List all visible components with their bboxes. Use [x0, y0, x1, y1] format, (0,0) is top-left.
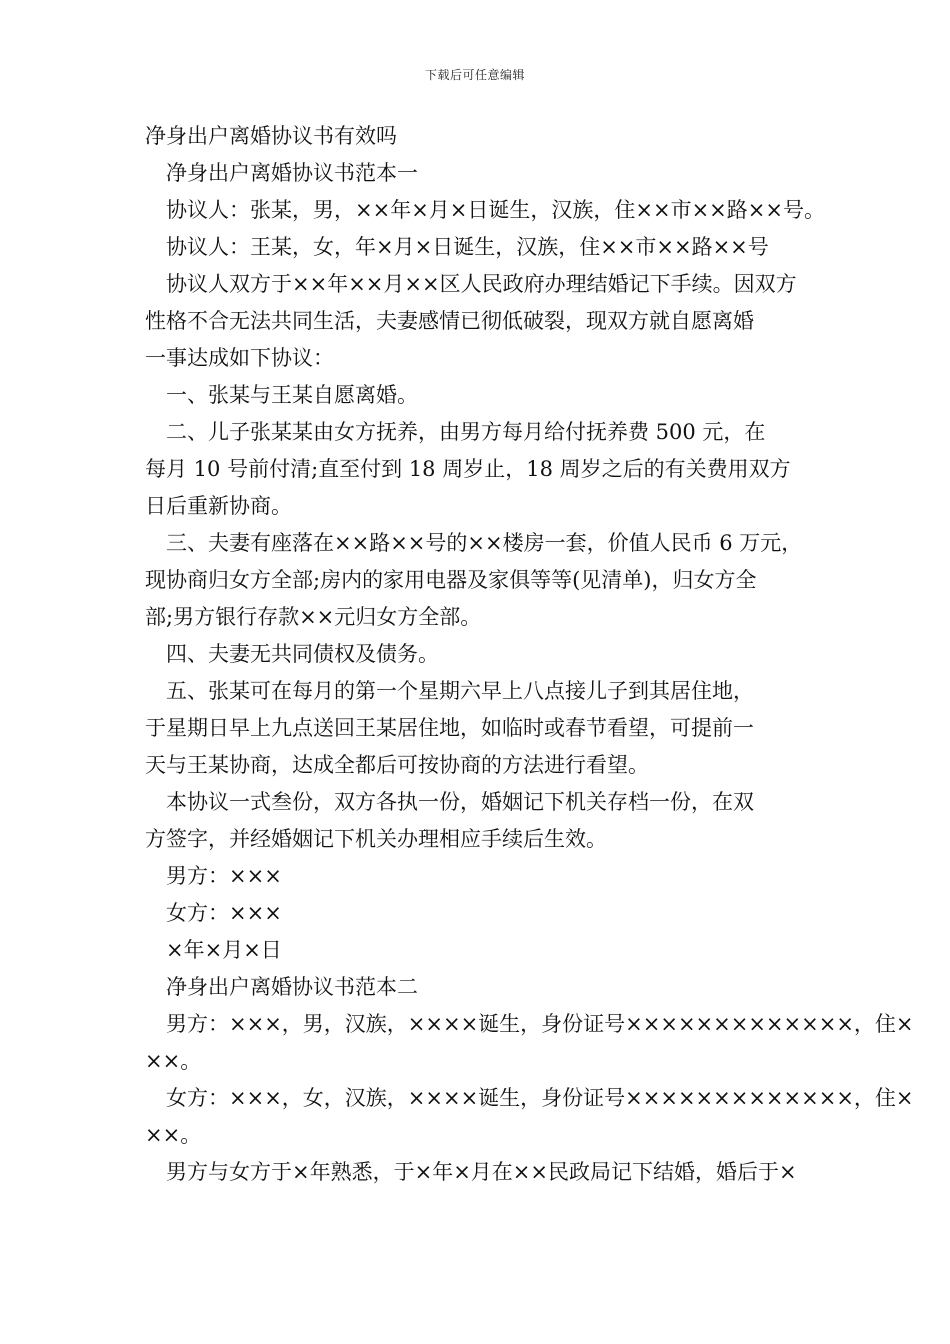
party-line-male: 男方：×××，男，汉族，××××诞生，身份证号×××××××××××××，住×	[166, 1012, 914, 1036]
paragraph-line: 协议人双方于××年××月××区人民政府办理结婚记下手续。因双方	[166, 272, 797, 296]
paragraph-line: 男方与女方于×年熟悉，于×年×月在××民政局记下结婚，婚后于×	[166, 1160, 797, 1184]
clause-line: 现协商归女方全部;房内的家用电器及家俱等等(见清单)，归女方全	[145, 568, 757, 592]
paragraph-line: 本协议一式叁份，双方各执一份，婚姻记下机关存档一份，在双	[166, 790, 754, 814]
party-line-female: 女方：×××，女，汉族，××××诞生，身份证号×××××××××××××，住×	[166, 1086, 914, 1110]
clause-line: 于星期日早上九点送回王某居住地，如临时或春节看望，可提前一	[145, 716, 754, 740]
paragraph-line: 一事达成如下协议：	[145, 346, 334, 370]
party-line-male-cont: ××。	[145, 1049, 202, 1073]
signature-line-male: 男方：×××	[166, 864, 282, 888]
party-line-female-cont: ××。	[145, 1123, 202, 1147]
clause-line: 每月 10 号前付清;直至付到 18 周岁止，18 周岁之后的有关费用双方	[145, 457, 791, 481]
clause-line: 日后重新协商。	[145, 494, 292, 518]
document-body	[145, 118, 914, 1191]
clause-line: 五、张某可在每月的第一个星期六早上八点接儿子到其居住地，	[166, 679, 754, 703]
clause-line: 二、儿子张某某由女方抚养，由男方每月给付抚养费 500 元，在	[166, 420, 766, 444]
clause-line: 四、夫妻无共同债权及债务。	[166, 642, 439, 666]
document-title: 净身出户离婚协议书有效吗	[145, 124, 397, 148]
section-heading-template-two: 净身出户离婚协议书范本二	[166, 975, 418, 999]
signature-date-line: ×年×月×日	[166, 938, 282, 962]
party-line-wang: 协议人：王某，女，年×月×日诞生，汉族，住××市××路××号	[166, 235, 769, 259]
party-line-zhang: 协议人：张某，男，××年×月×日诞生，汉族，住××市××路××号。	[166, 198, 825, 222]
clause-line: 天与王某协商，达成全都后可按协商的方法进行看望。	[145, 753, 649, 777]
clause-line: 三、夫妻有座落在××路××号的××楼房一套，价值人民币 6 万元，	[166, 531, 803, 555]
clause-line: 部;男方银行存款××元归女方全部。	[145, 605, 482, 629]
paragraph-line: 性格不合无法共同生活，夫妻感情已彻低破裂，现双方就自愿离婚	[145, 309, 754, 333]
page-header-note: 下载后可任意编辑	[424, 68, 525, 82]
paragraph-line: 方签字，并经婚姻记下机关办理相应手续后生效。	[145, 827, 607, 851]
clause-line: 一、张某与王某自愿离婚。	[166, 383, 418, 407]
signature-line-female: 女方：×××	[166, 901, 282, 925]
section-heading-template-one: 净身出户离婚协议书范本一	[166, 161, 418, 185]
